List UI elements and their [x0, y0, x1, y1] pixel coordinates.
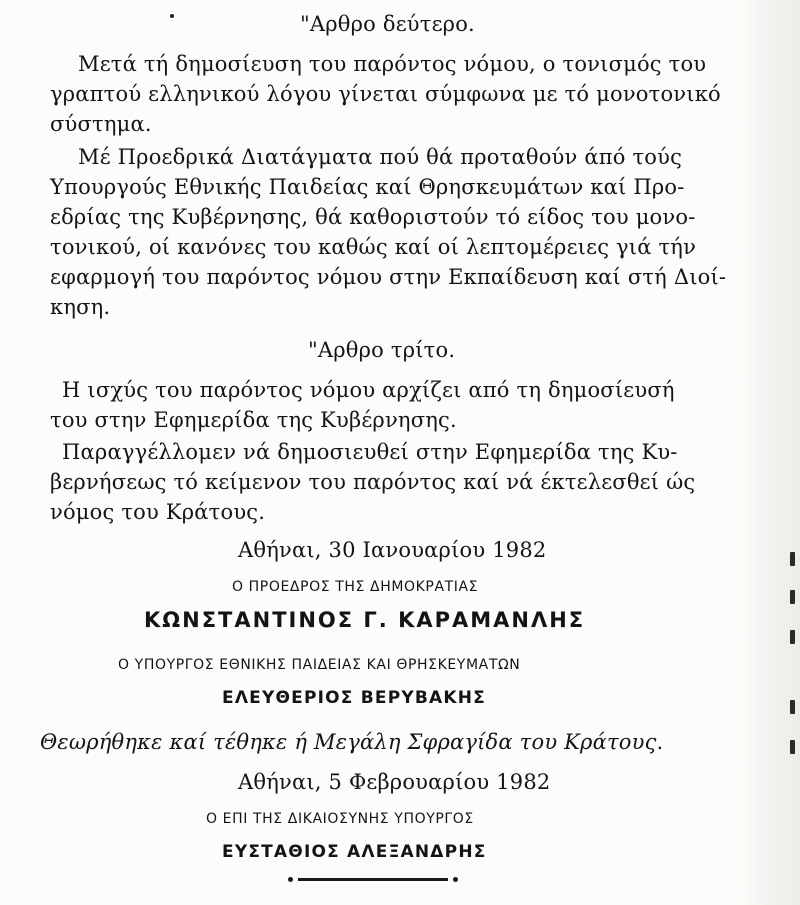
article-3-p2-line-1: Παραγγέλλομεν νά δημοσιευθεί στην Εφημερίδα της Κυ-: [62, 440, 678, 464]
article-2-p2-line-4: τονικού, οί κανόνες του καθώς καί οί λεπτομέρειες γιά τήν: [50, 235, 697, 259]
article-3-p2-line-2: βερνήσεως τό κείμενον του παρόντος καί νά έκτελεσθεί ώς: [50, 470, 696, 494]
article-2-p2-line-1: Μέ Προεδρικά Διατάγματα πού θά προταθούν άπό τούς: [78, 145, 683, 169]
closing-rule: [298, 878, 448, 881]
article-2-p1-line-3: σύστημα.: [50, 112, 152, 136]
article-2-p2-line-6: κηση.: [50, 295, 111, 319]
rule-end-dot-left: [288, 877, 293, 882]
article-3-p2-line-3: νόμος του Κράτους.: [50, 500, 266, 524]
edge-mark: [790, 700, 795, 714]
article-2-p2-line-2: Υπουργούς Εθνικής Παιδείας καί Θρησκευμάτων καί Προ-: [50, 175, 685, 199]
edge-mark: [790, 552, 795, 566]
edge-mark: [790, 740, 795, 754]
great-seal-statement: Θεωρήθηκε καί τέθηκε ή Μεγάλη Σφραγίδα του Κράτους.: [40, 730, 664, 754]
article-3-p1-line-1: Η ισχύς του παρόντος νόμου αρχίζει από τη δημοσίευσή: [62, 378, 675, 402]
rule-end-dot-right: [453, 877, 458, 882]
date-athens-january: Αθήναι, 30 Ιανουαρίου 1982: [238, 538, 547, 562]
adjacent-page-bleed: [740, 0, 800, 905]
article-3-heading: "Αρθρο τρίτο.: [308, 338, 456, 362]
page-speck: [170, 14, 174, 18]
edge-mark: [790, 590, 795, 604]
article-3-p1-line-2: του στην Εφημερίδα της Κυβέρνησης.: [50, 408, 457, 432]
article-2-heading: "Αρθρο δεύτερο.: [300, 12, 475, 36]
justice-minister-title: Ο ΕΠΙ ΤΗΣ ΔΙΚΑΙΟΣΥΝΗΣ ΥΠΟΥΡΓΟΣ: [206, 811, 474, 827]
article-2-p1-line-2: γραπτού ελληνικού λόγου γίνεται σύμφωνα με τό μονοτονικό: [50, 82, 721, 106]
edge-mark: [790, 630, 795, 644]
president-name: ΚΩΝΣΤΑΝΤΙΝΟΣ Γ. ΚΑΡΑΜΑΝΛΗΣ: [144, 608, 586, 632]
article-2-p2-line-5: εφαρμογή του παρόντος νόμου στην Εκπαίδευση καί στή Διοί-: [50, 265, 727, 289]
article-2-p2-line-3: εδρίας της Κυβέρνησης, θά καθοριστούν τό είδος του μονο-: [50, 205, 696, 229]
date-athens-february: Αθήναι, 5 Φεβρουαρίου 1982: [238, 770, 551, 794]
article-2-p1-line-1: Μετά τή δημοσίευση του παρόντος νόμου, ο τονισμός του: [78, 52, 707, 76]
minister-education-name: ΕΛΕΥΘΕΡΙΟΣ ΒΕΡΥΒΑΚΗΣ: [222, 688, 486, 708]
justice-minister-name: ΕΥΣΤΑΘΙΟΣ ΑΛΕΞΑΝΔΡΗΣ: [222, 842, 487, 862]
president-title: Ο ΠΡΟΕΔΡΟΣ ΤΗΣ ΔΗΜΟΚΡΑΤΙΑΣ: [232, 579, 479, 595]
minister-education-title: Ο ΥΠΟΥΡΓΟΣ ΕΘΝΙΚΗΣ ΠΑΙΔΕΙΑΣ ΚΑΙ ΘΡΗΣΚΕΥΜΑΤΩΝ: [118, 657, 521, 673]
